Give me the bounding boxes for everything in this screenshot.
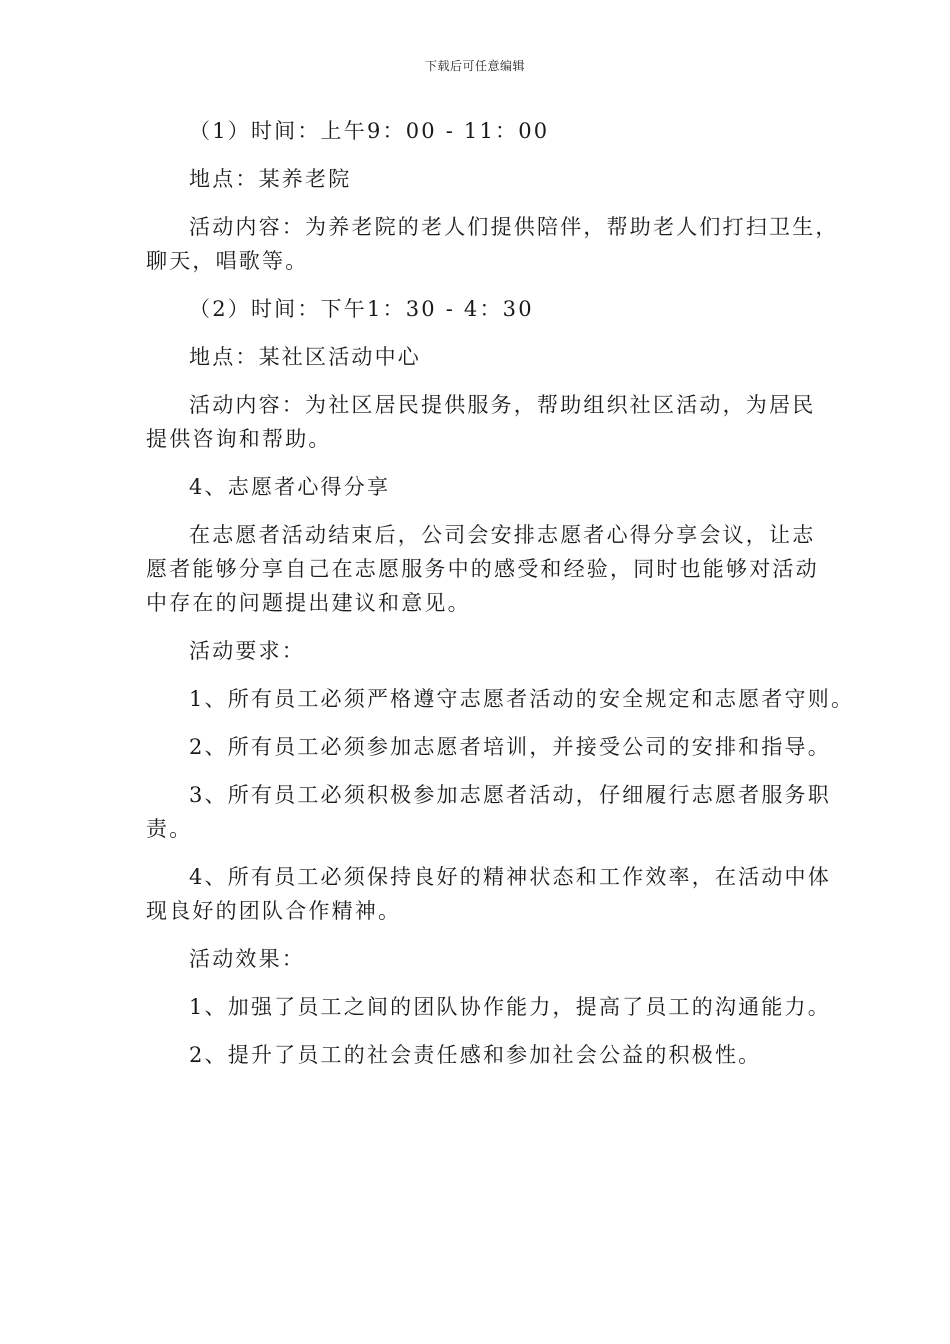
document-body bbox=[146, 114, 855, 1086]
paragraph bbox=[146, 682, 855, 716]
paragraph bbox=[146, 860, 831, 928]
paragraph-line bbox=[146, 518, 826, 552]
paragraph-line bbox=[146, 470, 826, 504]
paragraph bbox=[146, 162, 826, 196]
line-text: （1）时间：上午9：00 - 11：00 bbox=[189, 119, 550, 143]
paragraph bbox=[146, 518, 826, 620]
paragraph-line bbox=[146, 292, 826, 326]
paragraph bbox=[146, 778, 831, 846]
paragraph-line bbox=[146, 778, 831, 812]
paragraph-line bbox=[146, 210, 839, 244]
paragraph bbox=[146, 1038, 826, 1072]
paragraph-line bbox=[146, 894, 826, 928]
paragraph bbox=[146, 114, 826, 148]
paragraph bbox=[146, 210, 839, 278]
line-text: 3、所有员工必须积极参加志愿者活动，仔细履行志愿者服务职 bbox=[189, 783, 831, 807]
line-text: 地点：某养老院 bbox=[189, 167, 352, 191]
line-text: 4、志愿者心得分享 bbox=[189, 475, 391, 499]
paragraph-line bbox=[146, 340, 826, 374]
line-text: 责。 bbox=[146, 817, 193, 841]
paragraph bbox=[146, 340, 826, 374]
line-text: 活动效果： bbox=[189, 947, 305, 971]
paragraph-line bbox=[146, 586, 826, 620]
paragraph-line bbox=[146, 244, 826, 278]
line-text: 现良好的团队合作精神。 bbox=[146, 899, 402, 923]
line-text: 活动内容：为社区居民提供服务，帮助组织社区活动，为居民 bbox=[189, 393, 816, 417]
paragraph bbox=[146, 730, 831, 764]
line-text: 1、所有员工必须严格遵守志愿者活动的安全规定和志愿者守则。 bbox=[189, 687, 855, 711]
line-text: （2）时间：下午1：30 - 4：30 bbox=[189, 297, 534, 321]
paragraph-line bbox=[146, 634, 826, 668]
paragraph bbox=[146, 942, 826, 976]
paragraph-line bbox=[146, 388, 826, 422]
paragraph-line bbox=[146, 730, 831, 764]
line-text: 愿者能够分享自己在志愿服务中的感受和经验，同时也能够对活动 bbox=[146, 557, 819, 581]
paragraph bbox=[146, 990, 831, 1024]
paragraph-line bbox=[146, 942, 826, 976]
line-text: 活动内容：为养老院的老人们提供陪伴，帮助老人们打扫卫生， bbox=[189, 215, 839, 239]
line-text: 在志愿者活动结束后，公司会安排志愿者心得分享会议，让志 bbox=[189, 523, 816, 547]
line-text: 4、所有员工必须保持良好的精神状态和工作效率，在活动中体 bbox=[189, 865, 831, 889]
paragraph-line bbox=[146, 552, 826, 586]
line-text: 2、提升了员工的社会责任感和参加社会公益的积极性。 bbox=[189, 1043, 762, 1067]
paragraph-line bbox=[146, 990, 831, 1024]
line-text: 提供咨询和帮助。 bbox=[146, 427, 332, 451]
paragraph-line bbox=[146, 422, 826, 456]
line-text: 1、加强了员工之间的团队协作能力，提高了员工的沟通能力。 bbox=[189, 995, 831, 1019]
paragraph bbox=[146, 634, 826, 668]
paragraph bbox=[146, 388, 826, 456]
paragraph-line bbox=[146, 162, 826, 196]
paragraph-line bbox=[146, 1038, 826, 1072]
paragraph bbox=[146, 470, 826, 504]
line-text: 活动要求： bbox=[189, 639, 305, 663]
paragraph bbox=[146, 292, 826, 326]
paragraph-line bbox=[146, 114, 826, 148]
paragraph-line bbox=[146, 682, 855, 716]
line-text: 聊天，唱歌等。 bbox=[146, 249, 309, 273]
line-text: 地点：某社区活动中心 bbox=[189, 345, 421, 369]
line-text: 中存在的问题提出建议和意见。 bbox=[146, 591, 471, 615]
line-text: 2、所有员工必须参加志愿者培训，并接受公司的安排和指导。 bbox=[189, 735, 831, 759]
paragraph-line bbox=[146, 812, 826, 846]
page-header: 下载后可任意编辑 bbox=[424, 59, 525, 73]
paragraph-line bbox=[146, 860, 831, 894]
